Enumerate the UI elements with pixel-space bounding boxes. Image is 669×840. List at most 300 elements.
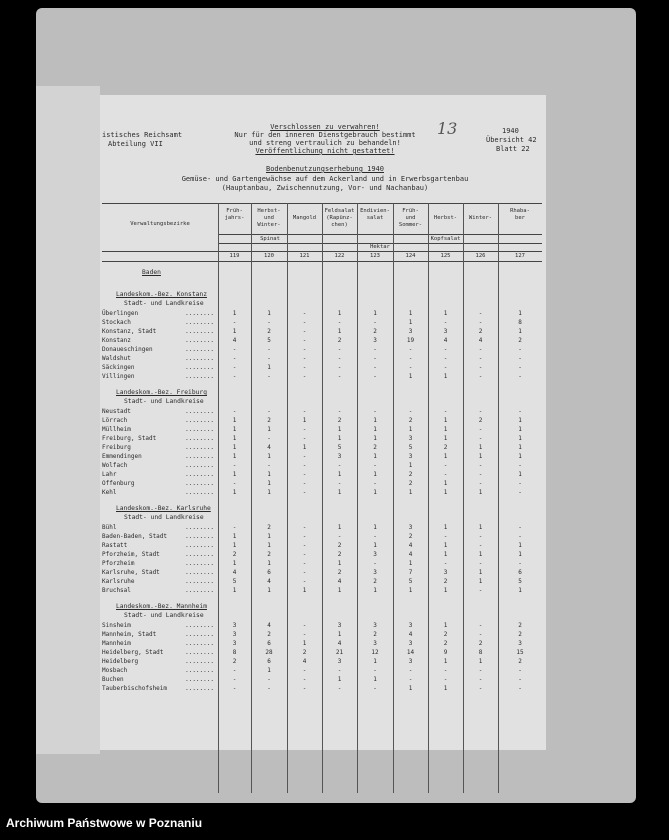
- column-header-rhubarb: Rhaba- ber: [510, 208, 530, 221]
- table-rule: [218, 243, 542, 244]
- value-cell: 3: [232, 640, 237, 647]
- value-cell: -: [518, 676, 522, 683]
- column-rule: [357, 203, 358, 793]
- value-cell: 2: [373, 578, 377, 585]
- column-number: 124: [405, 253, 416, 259]
- value-cell: -: [302, 373, 307, 380]
- value-cell: -: [302, 462, 307, 469]
- value-cell: -: [302, 685, 307, 692]
- value-cell: -: [443, 560, 448, 567]
- district-name: Säckingen: [102, 364, 135, 371]
- value-cell: -: [337, 667, 342, 674]
- group-header-lettuce: Kopfsalat: [430, 236, 461, 242]
- value-cell: -: [478, 355, 483, 362]
- value-cell: 1: [337, 426, 342, 433]
- value-cell: -: [478, 676, 483, 683]
- value-cell: 1: [408, 310, 413, 317]
- value-cell: 2: [443, 578, 448, 585]
- district-name: Lahr: [102, 471, 117, 478]
- group-header-spinach: Spinat: [260, 236, 280, 242]
- table-row: [102, 639, 542, 648]
- value-cell: -: [373, 364, 377, 371]
- value-cell: 2: [373, 328, 377, 335]
- value-cell: 2: [408, 533, 413, 540]
- value-cell: 5: [408, 578, 413, 585]
- value-cell: 2: [478, 328, 483, 335]
- value-cell: 4: [267, 444, 271, 451]
- value-cell: 1: [443, 417, 448, 424]
- value-cell: 3: [443, 328, 448, 335]
- value-cell: 2: [232, 551, 237, 558]
- value-cell: 2: [337, 337, 342, 344]
- value-cell: -: [443, 346, 448, 353]
- value-cell: -: [518, 373, 522, 380]
- value-cell: -: [302, 408, 307, 415]
- value-cell: 3: [408, 640, 413, 647]
- value-cell: 2: [267, 551, 271, 558]
- value-cell: -: [337, 364, 342, 371]
- value-cell: -: [478, 667, 483, 674]
- table-row: [102, 407, 542, 416]
- value-cell: 2: [478, 640, 483, 647]
- value-cell: 12: [371, 649, 379, 656]
- district-name: Bruchsal: [102, 587, 131, 594]
- table-row: [102, 470, 542, 479]
- value-cell: -: [232, 364, 237, 371]
- value-cell: 4: [267, 622, 271, 629]
- table-row: [102, 461, 542, 470]
- district-name: Neustadt: [102, 408, 131, 415]
- value-cell: -: [478, 364, 483, 371]
- treat-confidential-notice: und streng vertraulich zu behandeln!: [249, 139, 401, 147]
- value-cell: 2: [518, 337, 522, 344]
- value-cell: 1: [478, 524, 483, 531]
- value-cell: 1: [408, 685, 413, 692]
- value-cell: -: [373, 355, 377, 362]
- value-cell: -: [267, 408, 271, 415]
- value-cell: 5: [518, 578, 522, 585]
- section-title: Landeskom.-Bez. Freiburg: [116, 389, 207, 396]
- table-row: [102, 568, 542, 577]
- district-name: Pforzheim: [102, 560, 135, 567]
- value-cell: 8: [478, 649, 483, 656]
- value-cell: 6: [518, 569, 522, 576]
- district-name: Buchen: [102, 676, 124, 683]
- value-cell: 1: [232, 310, 237, 317]
- value-cell: -: [337, 462, 342, 469]
- value-cell: 1: [478, 489, 483, 496]
- table-row: [102, 666, 542, 675]
- value-cell: -: [267, 462, 271, 469]
- section-title: Baden: [142, 269, 161, 276]
- value-cell: 4: [337, 640, 342, 647]
- folded-page-edge: [36, 86, 100, 754]
- leader-dots: ........: [185, 676, 214, 683]
- value-cell: -: [373, 480, 377, 487]
- table-row: [102, 452, 542, 461]
- leader-dots: ........: [185, 524, 214, 531]
- value-cell: 2: [443, 640, 448, 647]
- table-row: [102, 488, 542, 497]
- column-header-lambs-lettuce: Feldsalat (Rapünz- chen): [324, 208, 355, 228]
- value-cell: -: [232, 676, 237, 683]
- value-cell: -: [478, 480, 483, 487]
- value-cell: -: [443, 355, 448, 362]
- value-cell: -: [443, 667, 448, 674]
- value-cell: 3: [232, 622, 237, 629]
- value-cell: 3: [408, 622, 413, 629]
- column-header-spinach-autumn: Herbst- und Winter-: [257, 208, 281, 228]
- value-cell: 1: [267, 471, 271, 478]
- value-cell: 4: [267, 578, 271, 585]
- value-cell: 1: [232, 542, 237, 549]
- value-cell: 1: [443, 453, 448, 460]
- column-number: 121: [299, 253, 310, 259]
- value-cell: -: [518, 524, 522, 531]
- value-cell: 1: [518, 310, 522, 317]
- value-cell: -: [302, 480, 307, 487]
- office-name: istisches Reichsamt: [102, 131, 183, 139]
- district-name: Heidelberg, Stadt: [102, 649, 164, 656]
- value-cell: -: [232, 408, 237, 415]
- value-cell: 2: [408, 417, 413, 424]
- value-cell: 1: [373, 426, 377, 433]
- leader-dots: ........: [185, 489, 214, 496]
- column-header-spinach-spring: Früh- jahrs-: [224, 208, 245, 221]
- value-cell: 1: [373, 658, 377, 665]
- value-cell: -: [478, 587, 483, 594]
- value-cell: 2: [302, 649, 307, 656]
- value-cell: 1: [518, 426, 522, 433]
- leader-dots: ........: [185, 444, 214, 451]
- leader-dots: ........: [185, 337, 214, 344]
- value-cell: 1: [232, 435, 237, 442]
- value-cell: 4: [232, 569, 237, 576]
- column-header-chard: Mangold: [292, 215, 317, 221]
- column-header-lettuce-winter: Winter-: [468, 215, 493, 221]
- section-title: Landeskom.-Bez. Karlsruhe: [116, 505, 211, 512]
- value-cell: 1: [443, 373, 448, 380]
- value-cell: 1: [232, 426, 237, 433]
- leader-dots: ........: [185, 533, 214, 540]
- value-cell: 2: [518, 631, 522, 638]
- column-header-lettuce-summer: Früh- und Sommer-: [398, 208, 423, 228]
- value-cell: 3: [337, 453, 342, 460]
- value-cell: -: [302, 667, 307, 674]
- value-cell: 1: [337, 587, 342, 594]
- value-cell: 3: [337, 622, 342, 629]
- value-cell: 9: [443, 649, 448, 656]
- value-cell: 1: [408, 587, 413, 594]
- table-row: [102, 675, 542, 684]
- value-cell: 1: [232, 489, 237, 496]
- value-cell: 1: [232, 471, 237, 478]
- value-cell: -: [337, 408, 342, 415]
- leader-dots: ........: [185, 462, 214, 469]
- value-cell: 1: [232, 533, 237, 540]
- overview-number: Übersicht 42: [486, 136, 537, 144]
- column-rule: [463, 203, 464, 793]
- value-cell: 1: [478, 578, 483, 585]
- value-cell: -: [373, 319, 377, 326]
- section-subtitle: Stadt- und Landkreise: [124, 612, 204, 619]
- value-cell: 1: [337, 310, 342, 317]
- table-row: [102, 684, 542, 693]
- table-row: [102, 657, 542, 666]
- value-cell: -: [408, 346, 413, 353]
- value-cell: 1: [373, 489, 377, 496]
- value-cell: 5: [408, 444, 413, 451]
- document-sheet: [100, 95, 546, 750]
- value-cell: 1: [267, 587, 271, 594]
- table-row: [102, 372, 542, 381]
- value-cell: -: [337, 480, 342, 487]
- leader-dots: ........: [185, 453, 214, 460]
- value-cell: 1: [518, 551, 522, 558]
- district-name: Überlingen: [102, 310, 139, 317]
- value-cell: 1: [373, 453, 377, 460]
- value-cell: 1: [518, 444, 522, 451]
- value-cell: 1: [373, 417, 377, 424]
- value-cell: -: [478, 435, 483, 442]
- value-cell: 1: [443, 658, 448, 665]
- value-cell: -: [408, 364, 413, 371]
- value-cell: -: [232, 373, 237, 380]
- value-cell: -: [518, 346, 522, 353]
- leader-dots: ........: [185, 578, 214, 585]
- value-cell: -: [232, 524, 237, 531]
- value-cell: 2: [267, 524, 271, 531]
- table-row: [102, 336, 542, 345]
- value-cell: 1: [443, 489, 448, 496]
- leader-dots: ........: [185, 631, 214, 638]
- value-cell: 4: [337, 578, 342, 585]
- value-cell: -: [478, 373, 483, 380]
- value-cell: 1: [373, 542, 377, 549]
- value-cell: -: [267, 373, 271, 380]
- leader-dots: ........: [185, 551, 214, 558]
- leader-dots: ........: [185, 640, 214, 647]
- value-cell: -: [443, 533, 448, 540]
- value-cell: -: [232, 685, 237, 692]
- value-cell: 1: [302, 444, 307, 451]
- leader-dots: ........: [185, 310, 214, 317]
- district-name: Wolfach: [102, 462, 128, 469]
- value-cell: 4: [302, 658, 307, 665]
- leader-dots: ........: [185, 480, 214, 487]
- section-title: Landeskom.-Bez. Konstanz: [116, 291, 207, 298]
- column-number: 125: [440, 253, 451, 259]
- value-cell: 21: [335, 649, 344, 656]
- value-cell: 1: [337, 471, 342, 478]
- value-cell: -: [302, 346, 307, 353]
- value-cell: -: [373, 346, 377, 353]
- value-cell: 4: [408, 631, 413, 638]
- district-name: Karlsruhe: [102, 578, 135, 585]
- value-cell: 6: [267, 640, 271, 647]
- value-cell: -: [408, 676, 413, 683]
- value-cell: 1: [443, 524, 448, 531]
- leader-dots: ........: [185, 587, 214, 594]
- district-name: Villingen: [102, 373, 135, 380]
- confidential-notice: Verschlossen zu verwahren!: [270, 123, 380, 131]
- value-cell: 8: [518, 319, 522, 326]
- value-cell: -: [302, 471, 307, 478]
- leader-dots: ........: [185, 560, 214, 567]
- value-cell: 8: [232, 649, 237, 656]
- table-row: [102, 345, 542, 354]
- column-header-district: Verwaltungsbezirke: [130, 221, 190, 227]
- value-cell: 2: [518, 658, 522, 665]
- value-cell: 1: [337, 524, 342, 531]
- value-cell: -: [267, 355, 271, 362]
- value-cell: -: [478, 542, 483, 549]
- value-cell: 1: [373, 676, 377, 683]
- archive-name: Archiwum Państwowe w Poznaniu: [6, 816, 203, 830]
- value-cell: 3: [232, 631, 237, 638]
- value-cell: -: [337, 346, 342, 353]
- value-cell: 1: [232, 328, 237, 335]
- value-cell: -: [302, 676, 307, 683]
- value-cell: -: [478, 622, 483, 629]
- value-cell: -: [373, 462, 377, 469]
- value-cell: 5: [267, 337, 271, 344]
- survey-subtitle-note: (Hauptanbau, Zwischennutzung, Vor- und Nachanbau): [221, 184, 429, 192]
- district-name: Konstanz, Stadt: [102, 328, 157, 335]
- value-cell: -: [302, 578, 307, 585]
- statistics-table: [102, 203, 542, 793]
- leader-dots: ........: [185, 328, 214, 335]
- leader-dots: ........: [185, 658, 214, 665]
- value-cell: 1: [267, 489, 271, 496]
- value-cell: -: [478, 560, 483, 567]
- value-cell: 3: [373, 622, 377, 629]
- value-cell: -: [408, 408, 413, 415]
- value-cell: 1: [518, 542, 522, 549]
- column-number: 126: [475, 253, 486, 259]
- value-cell: 1: [478, 551, 483, 558]
- value-cell: -: [302, 569, 307, 576]
- value-cell: 4: [408, 542, 413, 549]
- value-cell: 2: [373, 444, 377, 451]
- value-cell: -: [478, 408, 483, 415]
- value-cell: 1: [443, 426, 448, 433]
- leader-dots: ........: [185, 685, 214, 692]
- value-cell: 2: [337, 417, 342, 424]
- value-cell: 1: [478, 658, 483, 665]
- table-row: [102, 648, 542, 657]
- value-cell: 3: [408, 524, 413, 531]
- value-cell: 3: [408, 658, 413, 665]
- value-cell: -: [443, 471, 448, 478]
- value-cell: 1: [408, 373, 413, 380]
- value-cell: -: [267, 685, 271, 692]
- value-cell: 3: [443, 569, 448, 576]
- section-subtitle: Stadt- und Landkreise: [124, 300, 204, 307]
- value-cell: 28: [265, 649, 273, 656]
- value-cell: -: [302, 319, 307, 326]
- value-cell: 1: [443, 587, 448, 594]
- value-cell: -: [302, 622, 307, 629]
- value-cell: 1: [302, 640, 307, 647]
- value-cell: -: [518, 533, 522, 540]
- value-cell: 2: [267, 631, 271, 638]
- no-publication-notice: Veröffentlichung nicht gestattet!: [255, 147, 395, 155]
- value-cell: 3: [373, 551, 377, 558]
- value-cell: 1: [518, 453, 522, 460]
- value-cell: -: [302, 310, 307, 317]
- district-name: Sinsheim: [102, 622, 131, 629]
- column-rule: [428, 203, 429, 793]
- table-row: [102, 443, 542, 452]
- value-cell: -: [267, 346, 271, 353]
- value-cell: -: [302, 551, 307, 558]
- district-name: Karlsruhe, Stadt: [102, 569, 160, 576]
- value-cell: 1: [302, 587, 307, 594]
- value-cell: -: [302, 533, 307, 540]
- value-cell: 2: [443, 444, 448, 451]
- district-name: Mannheim: [102, 640, 131, 647]
- value-cell: -: [478, 533, 483, 540]
- value-cell: 2: [267, 417, 271, 424]
- leader-dots: ........: [185, 408, 214, 415]
- value-cell: -: [478, 346, 483, 353]
- value-cell: 1: [337, 560, 342, 567]
- value-cell: 1: [408, 560, 413, 567]
- value-cell: 1: [443, 435, 448, 442]
- column-header-lettuce-autumn: Herbst-: [433, 215, 458, 221]
- table-row: [102, 425, 542, 434]
- value-cell: -: [478, 631, 483, 638]
- table-row: [102, 479, 542, 488]
- value-cell: -: [267, 319, 271, 326]
- value-cell: 1: [232, 417, 237, 424]
- value-cell: -: [302, 364, 307, 371]
- value-cell: -: [478, 471, 483, 478]
- value-cell: -: [337, 373, 342, 380]
- value-cell: 1: [373, 524, 377, 531]
- value-cell: 3: [337, 658, 342, 665]
- value-cell: -: [373, 408, 377, 415]
- value-cell: -: [337, 355, 342, 362]
- value-cell: 2: [373, 631, 377, 638]
- table-row: [102, 532, 542, 541]
- value-cell: 1: [232, 560, 237, 567]
- table-row: [102, 621, 542, 630]
- value-cell: 1: [518, 435, 522, 442]
- value-cell: 3: [373, 569, 377, 576]
- value-cell: -: [478, 319, 483, 326]
- value-cell: 3: [518, 640, 522, 647]
- value-cell: 1: [408, 462, 413, 469]
- value-cell: 4: [443, 337, 448, 344]
- value-cell: 1: [408, 319, 413, 326]
- value-cell: 1: [267, 364, 271, 371]
- value-cell: 1: [443, 622, 448, 629]
- value-cell: -: [408, 355, 413, 362]
- value-cell: -: [302, 453, 307, 460]
- leader-dots: ........: [185, 355, 214, 362]
- value-cell: -: [443, 462, 448, 469]
- value-cell: 2: [337, 569, 342, 576]
- column-rule: [498, 203, 499, 793]
- value-cell: 1: [518, 587, 522, 594]
- value-cell: -: [373, 685, 377, 692]
- column-rule: [251, 203, 252, 793]
- leader-dots: ........: [185, 542, 214, 549]
- value-cell: 1: [443, 480, 448, 487]
- district-name: Tauberbischofsheim: [102, 685, 168, 692]
